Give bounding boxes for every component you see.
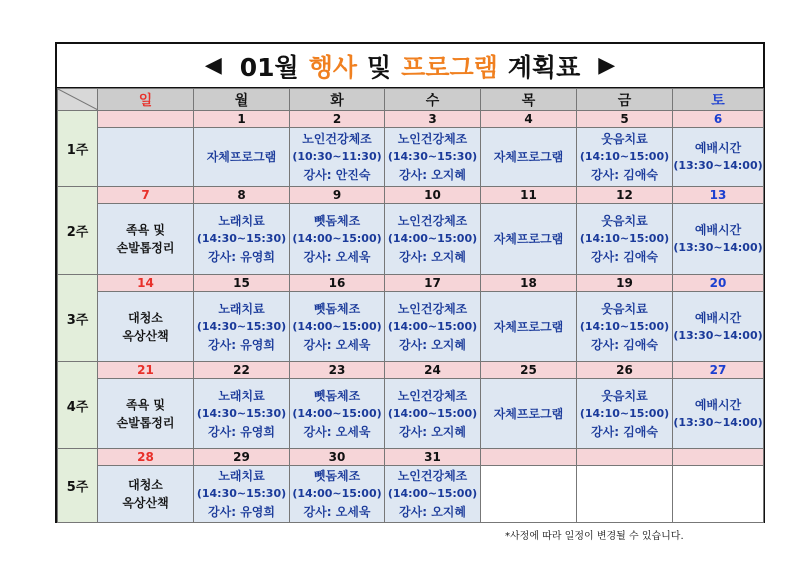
- event-cell: [385, 292, 481, 362]
- week-label: 3주: [58, 275, 98, 362]
- event-cell: [577, 466, 673, 523]
- date-cell: 9: [290, 187, 385, 204]
- date-cell: 17: [385, 275, 481, 292]
- event-line: 예배시간: [694, 223, 742, 237]
- date-row: [58, 111, 764, 128]
- event-line: 노인건강체조: [302, 132, 372, 146]
- weekday-header: 월: [194, 89, 290, 111]
- event-line: 자체프로그램: [493, 319, 564, 334]
- event-cell: [385, 204, 481, 275]
- schedule-frame: [55, 42, 765, 523]
- date-cell: [673, 449, 764, 466]
- event-line: 강사: 오세욱: [303, 337, 371, 352]
- event-line: 족욕 및: [126, 397, 165, 412]
- event-line: (14:00~15:00): [292, 319, 382, 333]
- event-line: 강사: 김애숙: [591, 168, 658, 182]
- event-cell: [385, 379, 481, 449]
- date-cell: 11: [481, 187, 577, 204]
- weekday-header: 토: [673, 89, 764, 111]
- event-line: 뻿돔체조: [313, 214, 361, 228]
- event-cell: [290, 292, 385, 362]
- event-cell: [577, 128, 673, 187]
- date-row: [58, 362, 764, 379]
- event-line: 강사: 김애숙: [591, 424, 658, 439]
- event-line: 옥상산책: [122, 328, 169, 343]
- event-line: 웃음치료: [601, 132, 648, 146]
- event-line: 강사: 오지혜: [399, 337, 466, 352]
- event-cell: [481, 204, 577, 275]
- date-cell: 5: [577, 111, 673, 128]
- event-cell: [673, 379, 764, 449]
- event-line: (14:00~15:00): [387, 319, 478, 333]
- date-cell: 25: [481, 362, 577, 379]
- date-row: [58, 187, 764, 204]
- title-event-word: 행사: [308, 52, 358, 82]
- event-line: 뻿돔체조: [313, 469, 361, 483]
- date-cell: [481, 449, 577, 466]
- event-line: 예배시간: [694, 310, 742, 325]
- event-line: 강사: 오세욱: [303, 250, 371, 264]
- event-cell: [673, 128, 764, 187]
- event-line: 노인건강체조: [397, 214, 468, 228]
- event-cell: [194, 466, 290, 523]
- date-cell: 16: [290, 275, 385, 292]
- event-line: 노인건강체조: [397, 388, 468, 403]
- event-line: (13:30~14:00): [673, 159, 763, 172]
- event-row: [58, 379, 764, 449]
- date-cell: 19: [577, 275, 673, 292]
- event-line: 강사: 오지혜: [399, 168, 466, 182]
- event-cell: [385, 128, 481, 187]
- date-cell: 26: [577, 362, 673, 379]
- event-line: 웃음치료: [601, 301, 648, 316]
- event-line: (14:00~15:00): [387, 232, 478, 245]
- title-month: 01월: [239, 52, 299, 82]
- date-row: [58, 449, 764, 466]
- event-line: 노래치료: [218, 388, 265, 403]
- event-row: [58, 292, 764, 362]
- event-line: 강사: 김애숙: [591, 337, 658, 352]
- event-line: (14:10~15:00): [579, 406, 670, 420]
- event-line: 대청소: [128, 478, 163, 492]
- event-cell: [481, 128, 577, 187]
- event-line: 노인건강체조: [397, 132, 468, 146]
- date-cell: 7: [98, 187, 194, 204]
- event-cell: [98, 292, 194, 362]
- date-cell: 12: [577, 187, 673, 204]
- date-cell: 1: [194, 111, 290, 128]
- event-cell: [290, 128, 385, 187]
- page-title: [57, 44, 763, 88]
- date-cell: 29: [194, 449, 290, 466]
- schedule-table: [57, 88, 764, 523]
- diagonal-line-icon: [58, 89, 98, 110]
- weekday-header: 화: [290, 89, 385, 111]
- date-cell: [577, 449, 673, 466]
- event-line: 강사: 유영희: [208, 337, 275, 352]
- event-cell: [673, 204, 764, 275]
- event-line: 강사: 김애숙: [591, 250, 658, 264]
- date-cell: 15: [194, 275, 290, 292]
- date-cell: 21: [98, 362, 194, 379]
- date-cell: 3: [385, 111, 481, 128]
- event-line: 자체프로그램: [493, 406, 564, 421]
- event-line: 대청소: [128, 310, 163, 325]
- event-line: (14:30~15:30): [196, 487, 287, 500]
- event-line: 웃음치료: [601, 388, 648, 403]
- week-label: 4주: [58, 362, 98, 449]
- date-cell: 4: [481, 111, 577, 128]
- week-label: 2주: [58, 187, 98, 275]
- event-line: 손발톱정리: [116, 241, 175, 255]
- event-cell: [194, 204, 290, 275]
- date-row: [58, 275, 764, 292]
- event-cell: [98, 204, 194, 275]
- event-line: 손발톱정리: [116, 415, 175, 430]
- event-cell: [577, 204, 673, 275]
- event-line: 뻿돔체조: [313, 388, 361, 403]
- event-cell: [385, 466, 481, 523]
- date-cell: 10: [385, 187, 481, 204]
- event-line: (14:30~15:30): [196, 406, 287, 420]
- event-line: 노인건강체조: [397, 469, 468, 483]
- event-line: 예배시간: [694, 397, 742, 412]
- event-line: 웃음치료: [601, 214, 648, 228]
- date-cell: 13: [673, 187, 764, 204]
- right-triangle-icon: ▶: [598, 53, 616, 78]
- weekday-header: 일: [98, 89, 194, 111]
- event-line: (14:30~15:30): [387, 150, 478, 163]
- date-cell: 20: [673, 275, 764, 292]
- event-line: 예배시간: [694, 141, 742, 155]
- event-cell: [194, 292, 290, 362]
- event-cell: [98, 466, 194, 523]
- event-line: (14:00~15:00): [292, 406, 382, 420]
- event-cell: [577, 292, 673, 362]
- week-label: 1주: [58, 111, 98, 187]
- event-cell: [481, 379, 577, 449]
- date-cell: 27: [673, 362, 764, 379]
- event-cell: [98, 379, 194, 449]
- schedule-note: *사정에 따라 일정이 변경될 수 있습니다.: [505, 531, 684, 542]
- event-line: 족욕 및: [126, 223, 165, 237]
- event-line: (14:00~15:00): [387, 487, 478, 500]
- event-cell: [673, 466, 764, 523]
- event-line: 노래치료: [218, 214, 265, 228]
- event-line: 자체프로그램: [206, 150, 277, 164]
- event-cell: [673, 292, 764, 362]
- date-cell: 23: [290, 362, 385, 379]
- date-cell: 22: [194, 362, 290, 379]
- weekday-header: 목: [481, 89, 577, 111]
- event-cell: [290, 466, 385, 523]
- event-line: (10:30~11:30): [292, 150, 382, 163]
- title-plan-word: 계획표: [507, 52, 581, 82]
- event-line: 강사: 안진숙: [303, 168, 371, 182]
- left-triangle-icon: ◀: [204, 53, 222, 78]
- event-cell: [577, 379, 673, 449]
- event-cell: [290, 379, 385, 449]
- event-line: 강사: 유영희: [208, 505, 275, 519]
- event-cell: [481, 466, 577, 523]
- event-cell: [290, 204, 385, 275]
- date-cell: 6: [673, 111, 764, 128]
- event-line: (14:00~15:00): [292, 487, 382, 500]
- weekday-header: 금: [577, 89, 673, 111]
- event-line: 노래치료: [218, 469, 265, 483]
- event-line: 옥상산책: [122, 496, 169, 510]
- week-label: 5주: [58, 449, 98, 523]
- event-line: (13:30~14:00): [673, 328, 763, 342]
- event-cell: [194, 379, 290, 449]
- date-cell: 2: [290, 111, 385, 128]
- date-cell: 28: [98, 449, 194, 466]
- event-line: 노인건강체조: [397, 301, 468, 316]
- date-cell: 14: [98, 275, 194, 292]
- weekday-header-row: [58, 89, 764, 111]
- date-cell: [98, 111, 194, 128]
- event-cell: [98, 128, 194, 187]
- event-line: (13:30~14:00): [673, 415, 763, 429]
- event-cell: [481, 292, 577, 362]
- event-line: (14:10~15:00): [579, 319, 670, 333]
- corner-cell: [58, 89, 98, 111]
- event-line: 뻿돔체조: [313, 301, 361, 316]
- date-cell: 30: [290, 449, 385, 466]
- event-row: [58, 466, 764, 523]
- event-line: (14:30~15:30): [196, 319, 287, 333]
- event-row: [58, 204, 764, 275]
- weekday-header: 수: [385, 89, 481, 111]
- event-line: 자체프로그램: [493, 150, 564, 164]
- date-cell: 18: [481, 275, 577, 292]
- event-line: (14:30~15:30): [196, 232, 287, 245]
- event-line: (14:00~15:00): [387, 406, 478, 420]
- event-line: 강사: 오세욱: [303, 505, 371, 519]
- event-line: 강사: 오세욱: [303, 424, 371, 439]
- title-program-word: 프로그램: [401, 52, 498, 82]
- event-line: (14:10~15:00): [579, 232, 670, 245]
- event-line: 강사: 유영희: [208, 424, 275, 439]
- date-cell: 24: [385, 362, 481, 379]
- event-line: 강사: 오지혜: [399, 505, 466, 519]
- date-cell: 8: [194, 187, 290, 204]
- event-line: (14:00~15:00): [292, 232, 382, 245]
- date-cell: 31: [385, 449, 481, 466]
- event-line: (14:10~15:00): [579, 150, 670, 163]
- event-line: 자체프로그램: [493, 232, 564, 246]
- event-line: 강사: 오지혜: [399, 424, 466, 439]
- event-cell: [194, 128, 290, 187]
- event-line: 강사: 오지혜: [399, 250, 466, 264]
- event-line: (13:30~14:00): [673, 241, 763, 254]
- event-row: [58, 128, 764, 187]
- title-and-word: 및: [367, 52, 392, 82]
- event-line: 강사: 유영희: [208, 250, 275, 264]
- event-line: 노래치료: [218, 301, 265, 316]
